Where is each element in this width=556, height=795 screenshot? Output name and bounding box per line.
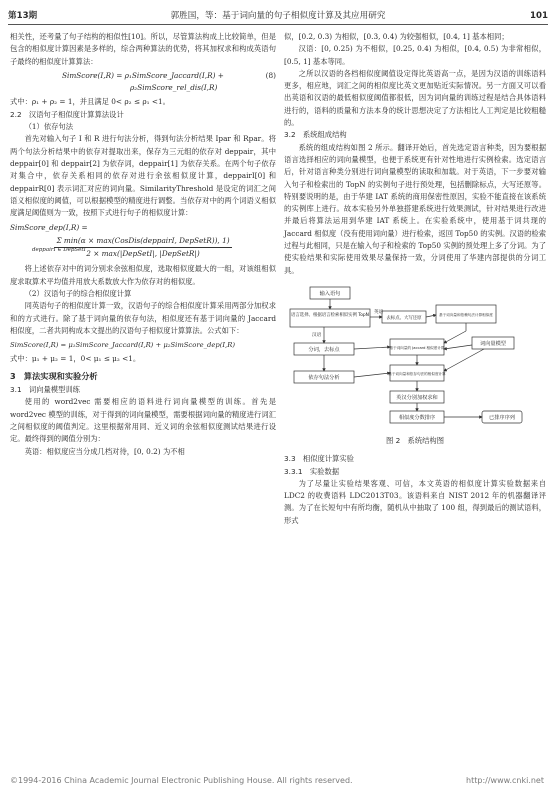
fig-dep-sim-label: 基于词向量和依存句法的相似度计算 [388,371,446,376]
fig-rerank-label: 相似度分数排序 [398,414,436,421]
paragraph: 使用的 word2vec 需要相应的语料进行词向量模型的训练。首先是 word2vec 模型的训练，对于得到的词向量模型，需要根据词向量的精度进行词汇之间相似度的阈值判定。这里根据常用同、近义词的余弦相似度测试结果进行设定。最终得到的阈值分别为： [10,397,276,444]
fig-dep-parse-label: 依存句法分析 [308,374,340,381]
section-heading: 3 算法实现和实验分析 [10,370,98,381]
paragraph: 为了尽量让实验结果客观、可信，本文英语的相似度计算实验数据来自 LDC2 的收费语料 LDC2013T03。该语料来自 NIST 2012 年的机器翻译评测。为了在长短句中有所均衡，随机从中抽取了 100 组，得到最后的测试语料，形式 [284,478,546,525]
fig-en-label: 英语 [374,309,384,315]
paragraph: 似，[0.2, 0.3) 为相似，[0.3, 0.4) 为较强相似，[0.4, 1] 基本相同； [284,32,509,41]
equation-number: (8) [265,70,276,80]
footer-url[interactable]: http://www.cnki.net [466,776,544,785]
page-footer [0,776,556,790]
formula-combined: SimScore(I,R) = μ₁SimScore_Jaccard(I,R) + μ₂SimScore_dep(I,R) [10,341,235,350]
fig-punct-label: 去标点、大写还原 [386,315,422,321]
figure-caption: 图 2 系统结构图 [385,435,445,445]
page-header [8,10,548,25]
issue-number: 第13期 [8,11,38,21]
copyright-notice: ©1994-2016 China Academic Journal Electronic Publishing House. All rights reserved. [10,776,353,785]
paragraph: 之所以汉语的各档相似度阈值设定得比英语高一点，是因为汉语的训练语料更多，相应地，词汇之间的相似度比英文更加贴近实际情况。另一方面又可以看出英语和汉语的最低相似度阈值都很低，因为词向量的训练过程是结合具体语料进行的，语料的质量和方法本身的统计思想决定了方法相比人工判定是比较粗糙的。 [284,68,546,128]
formula-line: ρ₂SimScore_rel_dis(I,R) [130,83,218,93]
fig-wv-model-label: 词向量模型 [480,340,506,347]
fig-load-model-label: 基于词向量和依赖句法计算相似度 [439,312,493,317]
paragraph: 同英语句子的相似度计算一致，汉语句子的综合相似度计算采用两部分加权求和的方式进行。除了基于词向量的依存句法，相似度还有基于词向量的 Jaccard 相似度，二者共同构成本文提出的汉语句子相似度计算算法。公式如下： [10,301,276,335]
paragraph: 首先对输入句子 I 和 R 进行句法分析，得到句法分析结果 Ipar 和 Rpar。将两个句法分析结果中的依存对提取出来，保存为三元组的依存对 deppair，其中 deppair[0] 和 deppair[2] 为依存词，deppair[1] 为依存关系。在两个句子依存对集合中，依存关系相同的依存对进行余弦相似度计算，deppairI[0] 和 deppairR[0] 表示词汇对应的词向量。SimilarityThreshold 是设定的词汇之间语义相似度的阈值，可以根据模型的精度进行调整。当依存对中的两个词语义相似度满足阈值则为一致，按照下式进行句子的相似度计算： [10,134,276,218]
fig-output-label: 已排序序列 [489,414,515,421]
subsection-heading: （2）汉语句子的综合相似度计算 [24,288,132,298]
fig-input-label: 输入语句 [319,290,341,297]
section-heading: 3.1 词向量模型训练 [10,385,80,395]
denominator: 2 × max(|DepSetI|, |DepSetR|) [86,249,200,259]
section-heading: 3.3 相似度计算实验 [284,454,354,464]
section-heading: 3.2 系统组成结构 [284,130,347,140]
section-heading: 2.2 汉语句子相似度计算算法设计 [10,109,124,119]
paragraph: 式中：ρ₁ + ρ₂ = 1，并且满足 0< ρ₂ ≤ ρ₁ <1。 [10,97,170,107]
formula-dep [10,222,276,260]
formula-line: SimScore(I,R) = ρ₁SimScore_Jaccard(I,R) + [62,70,224,80]
right-column [284,31,546,527]
paragraph: 英语：相似度应当分成几档对待，[0, 0.2) 为不相 [24,446,185,456]
fig-combine-label: 英汉分别加权求和 [396,394,438,401]
lang-select-box [290,309,370,327]
sum-subscript: deppairI ∈ DepSetI [32,247,86,254]
running-title: 郭胜国，等：基于词向量的句子相似度计算及其应用研究 [170,11,386,21]
page-number: 101 [530,11,548,21]
fig-zh-label: 汉语 [312,332,322,338]
paragraph: 系统的组成结构如图 2 所示。翻译开始后，首先选定语言种类，因为要根据语言选择相应的词向量模型，也便于系统更有针对性地进行实例检索。选定语言后，针对语言种类分别进行词向量模型的读取和加载。对于英语，下一步要对输入句子和检索出的 TopN 的实例句子进行预处理，包括删除标点，大写还原等。特别要说明的是，由于华建 IAT 系统的商用保密性原因，实验不能直接在该系统的实例库上进行。故本实验另外单独搭建系统进行效果测试，针对结果进行改进并最后将算法运用到华建 IAT 系统上。在实验系统中，使用基于词共现的 Jaccard 相似度（没有使用词向量）进行检索，返回 Top50 的实例。汉语的检索过程与此相同，只是在输入句子和检索的 Top50 实例的预处理上多了分词。为了使实验结果和实际使用效果尽量保持一致，分词使用了华建内部提供的分词工具。 [284,142,546,275]
paragraph: 式中：μ₁ + μ₂ = 1，0< μ₁ ≤ μ₂ <1。 [10,354,141,364]
fig-seg-label: 分词，去标点 [308,346,340,353]
formula-line: SimScore_dep(I,R) = [10,223,88,233]
fig-sim-calc-label: 基于词向量的 Jaccard 相似度计算 [389,345,445,350]
paragraph: 将上述依存对中的词分别求余弦相似度，选取相似度最大的一组，对该组相似度求取算术平均值并用放大系数放大作为依存对的相似度。 [10,264,276,286]
system-structure-figure [284,283,546,433]
paragraph: 相关性，还考量了句子结构的相似性[10]。所以，尽管算法构成上比较简单，但是包含的相似度计算因素是多样的，综合两种算法的优势，将其加权求和构成英语句子最终的相似度计算算法： [10,32,276,66]
numerator: Σ min(α × max(CosDis(deppairI, DepSetR)), 1) [54,235,231,248]
paragraph: 汉语：[0, 0.25) 为不相似，[0.25, 0.4) 为相似，[0.4, 0.5) 为非常相似，[0.5, 1] 基本等同。 [284,44,546,66]
fig-lang-select-label: 语言选择、根据语言检索相似实例 TopN [291,312,369,318]
section-heading: 3.3.1 实验数据 [284,466,340,476]
formula-8 [10,70,276,95]
left-column [10,31,276,458]
subsection-heading: （1）依存句法 [24,122,74,132]
